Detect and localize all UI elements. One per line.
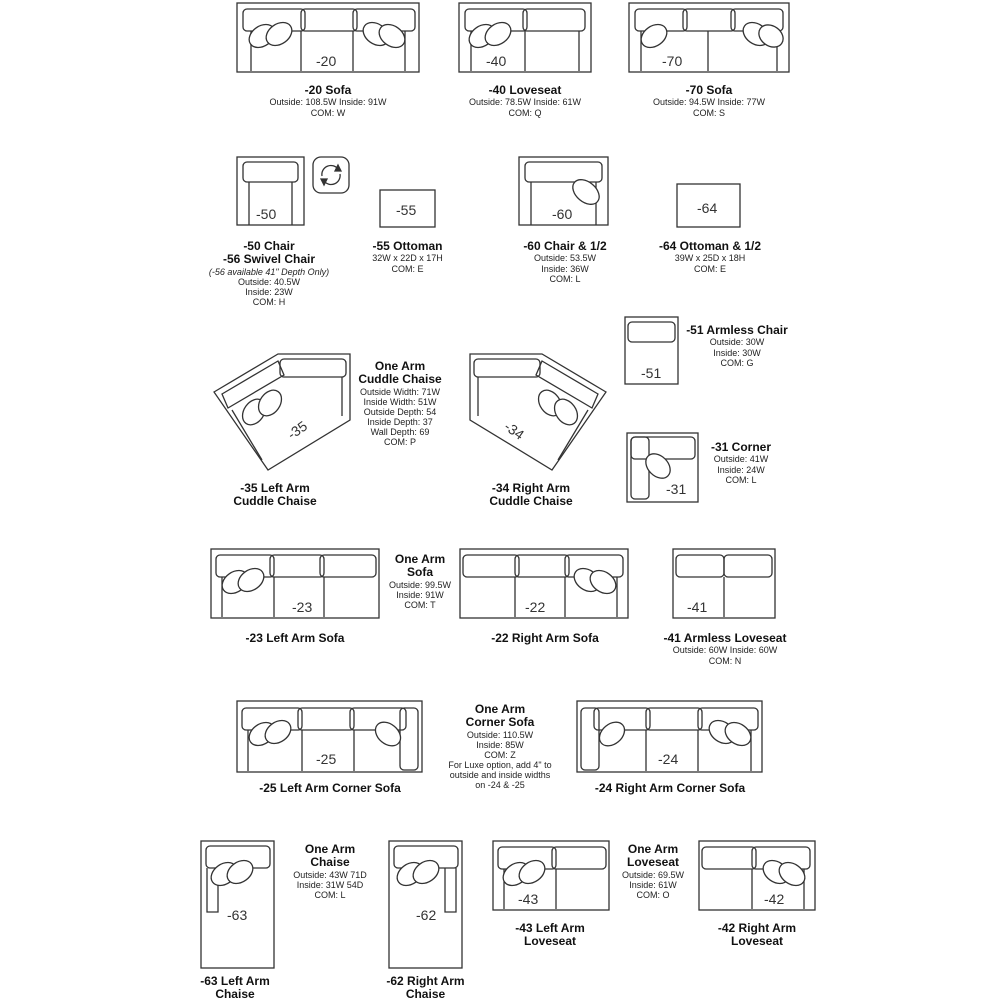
piece-note: (-56 available 41" Depth Only) bbox=[208, 266, 330, 277]
piece-spec: Outside: 53.5W bbox=[533, 253, 597, 264]
piece-spec: COM: E bbox=[391, 263, 424, 274]
group-spec: COM: P bbox=[383, 437, 416, 448]
caption-50 bbox=[184, 240, 354, 307]
piece-title: Chaise bbox=[405, 987, 446, 1002]
piece-number: -43 bbox=[518, 891, 539, 907]
piece-spec: COM: L bbox=[725, 474, 757, 485]
caption-40 bbox=[425, 84, 625, 118]
piece-number: -70 bbox=[662, 53, 683, 69]
group-spec: Outside: 99.5W bbox=[388, 579, 452, 590]
piece-number: -51 bbox=[641, 365, 662, 381]
piece-number: -55 bbox=[396, 202, 417, 218]
piece-spec: Inside: 24W bbox=[717, 464, 765, 475]
group-spec: Inside: 61W bbox=[629, 879, 677, 890]
piece-title: -51 Armless Chair bbox=[686, 323, 788, 337]
group-spec: outside and inside widths bbox=[449, 770, 551, 781]
armless-chair-51-drawing bbox=[624, 316, 680, 386]
caption-23 bbox=[200, 632, 390, 645]
armless-loveseat-41-drawing bbox=[672, 548, 776, 620]
piece-number: -62 bbox=[416, 907, 437, 923]
caption-41 bbox=[640, 632, 810, 666]
group-title: One Arm bbox=[304, 842, 356, 856]
caption-62 bbox=[368, 975, 483, 1002]
piece-title: Cuddle Chaise bbox=[233, 494, 317, 509]
piece-number: -42 bbox=[764, 891, 785, 907]
group-spec: Inside: 91W bbox=[396, 589, 444, 600]
caption-20 bbox=[228, 84, 428, 118]
caption-35 bbox=[200, 482, 350, 509]
group-one-arm-corner-sofa-specs bbox=[430, 703, 570, 790]
piece-title: -24 Right Arm Corner Sofa bbox=[594, 781, 746, 795]
swivel-rotate-icon bbox=[312, 156, 350, 194]
piece-title: -43 Left Arm bbox=[515, 921, 585, 935]
caption-25 bbox=[225, 782, 435, 795]
piece-spec: Outside: 40.5W bbox=[237, 276, 301, 287]
piece-title: -41 Armless Loveseat bbox=[663, 631, 787, 645]
piece-number: -60 bbox=[552, 206, 573, 222]
caption-63 bbox=[180, 975, 290, 1002]
piece-number: -34 bbox=[501, 418, 528, 443]
piece-spec: COM: W bbox=[310, 107, 346, 118]
right-arm-loveseat-42-drawing bbox=[698, 840, 816, 912]
piece-title: -22 Right Arm Sofa bbox=[491, 631, 599, 645]
group-title: One Arm bbox=[474, 702, 526, 716]
piece-title: Cuddle Chaise bbox=[489, 494, 573, 509]
group-spec: For Luxe option, add 4" to bbox=[448, 760, 552, 771]
group-spec: Inside Width: 51W bbox=[363, 396, 437, 407]
piece-title: -62 Right Arm bbox=[386, 974, 465, 988]
piece-title: Chaise bbox=[215, 987, 255, 1002]
right-arm-chaise-62-drawing bbox=[388, 840, 464, 970]
piece-number: -64 bbox=[697, 200, 718, 216]
group-spec: Outside: 43W 71D bbox=[293, 869, 367, 880]
corner-31-drawing bbox=[626, 432, 700, 504]
group-spec: Outside: 110.5W bbox=[466, 729, 534, 740]
piece-title: -40 Loveseat bbox=[488, 83, 562, 97]
piece-title: -31 Corner bbox=[710, 440, 772, 454]
caption-43 bbox=[490, 922, 610, 949]
group-one-arm-chaise-specs bbox=[280, 843, 380, 900]
group-title: Corner Sofa bbox=[465, 715, 535, 730]
caption-51 bbox=[682, 324, 792, 368]
piece-spec: COM: E bbox=[693, 263, 726, 274]
piece-spec: Outside: 30W bbox=[709, 337, 765, 348]
group-title: Sofa bbox=[406, 565, 433, 580]
piece-title: -60 Chair & 1/2 bbox=[523, 239, 607, 253]
group-title: One Arm bbox=[394, 552, 446, 566]
piece-number: -35 bbox=[284, 417, 311, 443]
piece-spec: Outside: 94.5W Inside: 77W bbox=[652, 97, 766, 108]
ottoman-64-drawing bbox=[676, 183, 742, 229]
group-spec: COM: Z bbox=[484, 750, 516, 761]
piece-spec: COM: H bbox=[252, 297, 286, 308]
group-spec: Outside Width: 71W bbox=[359, 386, 441, 397]
piece-spec: COM: G bbox=[720, 357, 754, 368]
group-spec: Outside: 69.5W bbox=[621, 869, 685, 880]
piece-spec: 39W x 25D x 18H bbox=[674, 253, 746, 264]
piece-number: -40 bbox=[486, 53, 507, 69]
piece-number: -24 bbox=[658, 751, 679, 767]
piece-spec: Inside: 23W bbox=[245, 287, 293, 298]
piece-title: -25 Left Arm Corner Sofa bbox=[259, 781, 401, 795]
piece-spec: Inside: 30W bbox=[713, 347, 761, 358]
piece-number: -25 bbox=[316, 751, 337, 767]
piece-spec: COM: L bbox=[549, 273, 581, 284]
group-title: One Arm bbox=[374, 359, 426, 373]
caption-31 bbox=[700, 441, 782, 485]
piece-title: -23 Left Arm Sofa bbox=[245, 631, 345, 645]
caption-42 bbox=[697, 922, 817, 949]
caption-64 bbox=[630, 240, 790, 274]
right-arm-sofa-22-drawing bbox=[459, 548, 629, 620]
piece-title: -34 Right Arm bbox=[491, 481, 571, 495]
chair-50-drawing bbox=[236, 156, 306, 228]
piece-title: -70 Sofa bbox=[685, 83, 733, 97]
group-title: One Arm bbox=[627, 842, 679, 856]
piece-title: -64 Ottoman & 1/2 bbox=[658, 239, 762, 253]
sofa-20-drawing bbox=[236, 2, 420, 74]
group-one-arm-loveseat-specs bbox=[608, 843, 698, 900]
piece-spec: Inside: 36W bbox=[541, 263, 589, 274]
caption-55 bbox=[335, 240, 480, 274]
caption-60 bbox=[490, 240, 640, 284]
cuddle-chaise-34-drawing bbox=[468, 350, 608, 472]
piece-title: -63 Left Arm bbox=[200, 974, 270, 988]
piece-title: -55 Ottoman bbox=[372, 239, 443, 253]
group-one-arm-sofa-specs bbox=[378, 553, 462, 610]
piece-title: -35 Left Arm bbox=[240, 481, 310, 495]
piece-number: -23 bbox=[292, 599, 313, 615]
left-arm-chaise-63-drawing bbox=[200, 840, 276, 970]
sofa-70-drawing bbox=[628, 2, 790, 74]
piece-title: -56 Swivel Chair bbox=[222, 252, 316, 267]
ottoman-55-drawing bbox=[379, 189, 437, 229]
piece-number: -31 bbox=[666, 481, 687, 497]
piece-title: -42 Right Arm bbox=[717, 921, 797, 935]
caption-24 bbox=[560, 782, 780, 795]
group-title: Loveseat bbox=[626, 855, 680, 870]
group-title: Chaise bbox=[310, 855, 350, 870]
left-arm-corner-sofa-25-drawing bbox=[236, 700, 424, 774]
piece-number: -41 bbox=[687, 599, 708, 615]
piece-spec: COM: Q bbox=[508, 107, 542, 118]
left-arm-sofa-23-drawing bbox=[210, 548, 380, 620]
left-arm-loveseat-43-drawing bbox=[492, 840, 610, 912]
caption-22 bbox=[445, 632, 645, 645]
group-spec: Wall Depth: 69 bbox=[370, 427, 430, 438]
group-spec: COM: O bbox=[636, 890, 670, 901]
caption-34 bbox=[456, 482, 606, 509]
piece-title: -50 Chair bbox=[243, 239, 295, 253]
piece-title: Loveseat bbox=[523, 934, 577, 949]
group-title: Cuddle Chaise bbox=[358, 372, 442, 387]
group-spec: Outside Depth: 54 bbox=[363, 407, 437, 418]
group-spec: Inside: 31W 54D bbox=[296, 879, 364, 890]
loveseat-40-drawing bbox=[458, 2, 592, 74]
group-spec: COM: L bbox=[314, 890, 346, 901]
right-arm-corner-sofa-24-drawing bbox=[576, 700, 764, 774]
piece-title: -20 Sofa bbox=[304, 83, 352, 97]
group-spec: Inside Depth: 37 bbox=[367, 417, 433, 428]
piece-number: -20 bbox=[316, 53, 337, 69]
caption-70 bbox=[609, 84, 809, 118]
group-spec: Inside: 85W bbox=[476, 739, 524, 750]
piece-number: -50 bbox=[256, 206, 277, 222]
piece-spec: COM: S bbox=[692, 107, 725, 118]
piece-spec: COM: N bbox=[708, 655, 742, 666]
piece-number: -63 bbox=[227, 907, 248, 923]
group-one-arm-cuddle-chaise-specs bbox=[340, 360, 460, 447]
piece-number: -22 bbox=[525, 599, 546, 615]
group-spec: on -24 & -25 bbox=[475, 780, 525, 791]
piece-spec: 32W x 22D x 17H bbox=[372, 253, 443, 264]
piece-spec: Outside: 60W Inside: 60W bbox=[672, 645, 778, 656]
piece-spec: Outside: 78.5W Inside: 61W bbox=[468, 97, 582, 108]
piece-title: Loveseat bbox=[730, 934, 784, 949]
group-spec: COM: T bbox=[404, 600, 436, 611]
piece-spec: Outside: 41W bbox=[713, 454, 769, 465]
piece-spec: Outside: 108.5W Inside: 91W bbox=[269, 97, 387, 108]
cuddle-chaise-35-drawing bbox=[212, 350, 352, 472]
chair-60-drawing bbox=[518, 156, 610, 228]
